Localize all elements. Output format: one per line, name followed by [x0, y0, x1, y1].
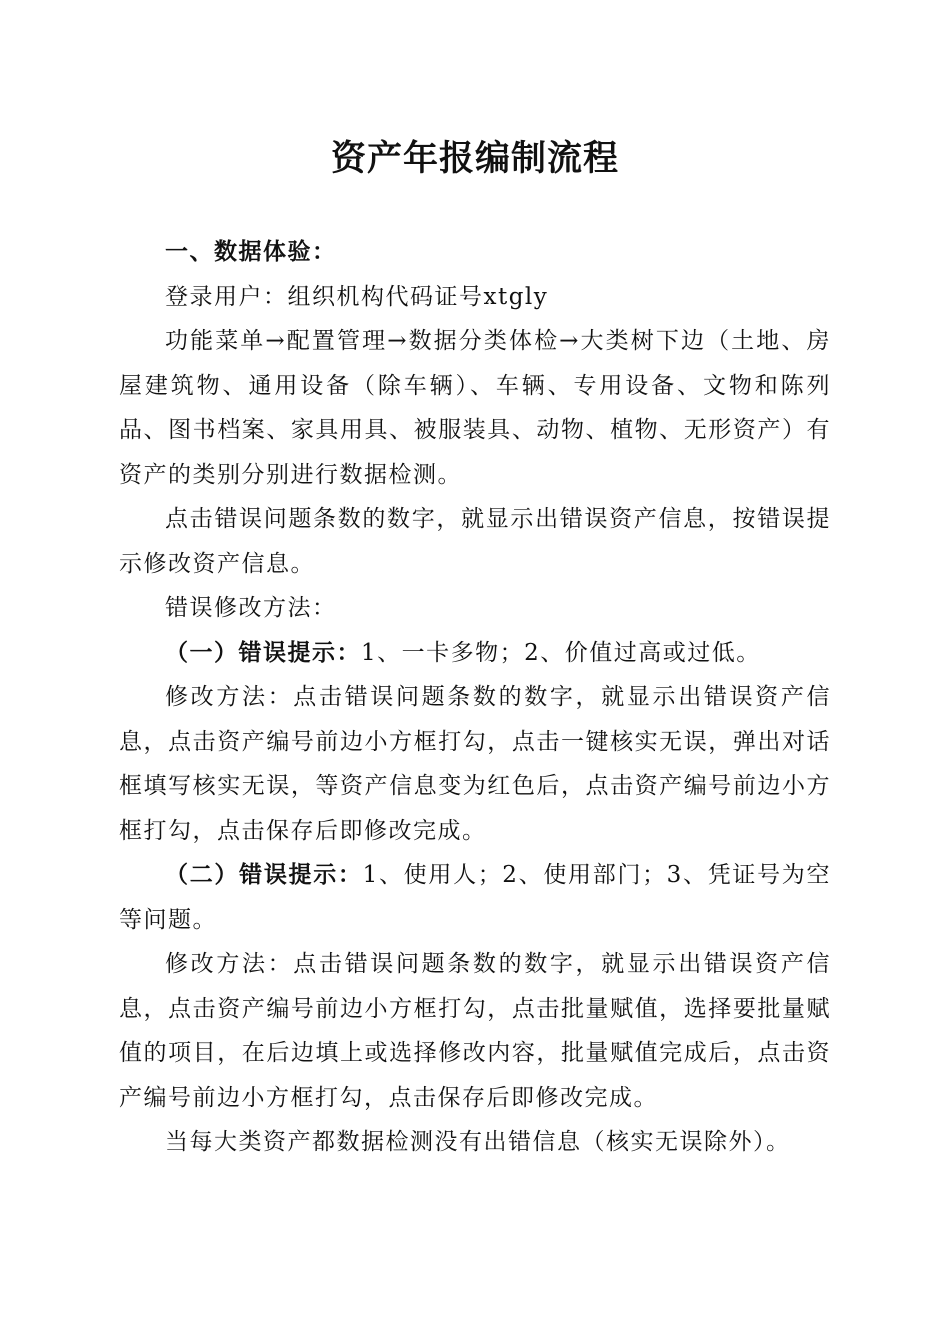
error-tip-1: [119, 631, 831, 676]
menu-path-paragraph: 功能菜单→配置管理→数据分类体检→大类树下边（土地、房屋建筑物、通用设备（除车辆）、车辆、专用设备、文物和陈列品、图书档案、家具用具、被服装具、动物、植物、无形资产）有资产的类别分别进行数据检测。: [119, 328, 831, 488]
final-line: 当每大类资产都数据检测没有出错信息（核实无误除外）。: [165, 1129, 791, 1155]
section-heading-data-check: 一、数据体验：: [165, 239, 337, 265]
fix-method-heading: 错误修改方法：: [165, 595, 337, 621]
login-line: 登录用户：组织机构代码证号xtgly: [165, 283, 549, 310]
error-tip-2-label: （二）错误提示：: [165, 862, 363, 888]
error-tip-2: [119, 853, 831, 942]
click-tip-paragraph: 点击错误问题条数的数字，就显示出错误资产信息，按错误提示修改资产信息。: [119, 506, 831, 577]
document-title: 资产年报编制流程: [330, 138, 619, 179]
error-tip-1-label: （一）错误提示：: [165, 639, 361, 666]
document-body: [119, 230, 831, 1165]
fix-method-1-paragraph: 修改方法：点击错误问题条数的数字，就显示出错误资产信息，点击资产编号前边小方框打勾，点击一键核实无误，弹出对话框填写核实无误，等资产信息变为红色后，点击资产编号前边小方框打勾，点击保存后即修改完成。: [119, 684, 831, 844]
fix-method-2-paragraph: 修改方法：点击错误问题条数的数字，就显示出错误资产信息，点击资产编号前边小方框打勾，点击批量赋值，选择要批量赋值的项目，在后边填上或选择修改内容，批量赋值完成后，点击资产编号前边小方框打勾，点击保存后即修改完成。: [119, 951, 831, 1111]
error-tip-1-text: 1、一卡多物；2、价值过高或过低。: [361, 639, 761, 666]
error-tip-2-text: 1、使用人；2、使用部门；3、凭证号为空等问题。: [119, 862, 832, 933]
